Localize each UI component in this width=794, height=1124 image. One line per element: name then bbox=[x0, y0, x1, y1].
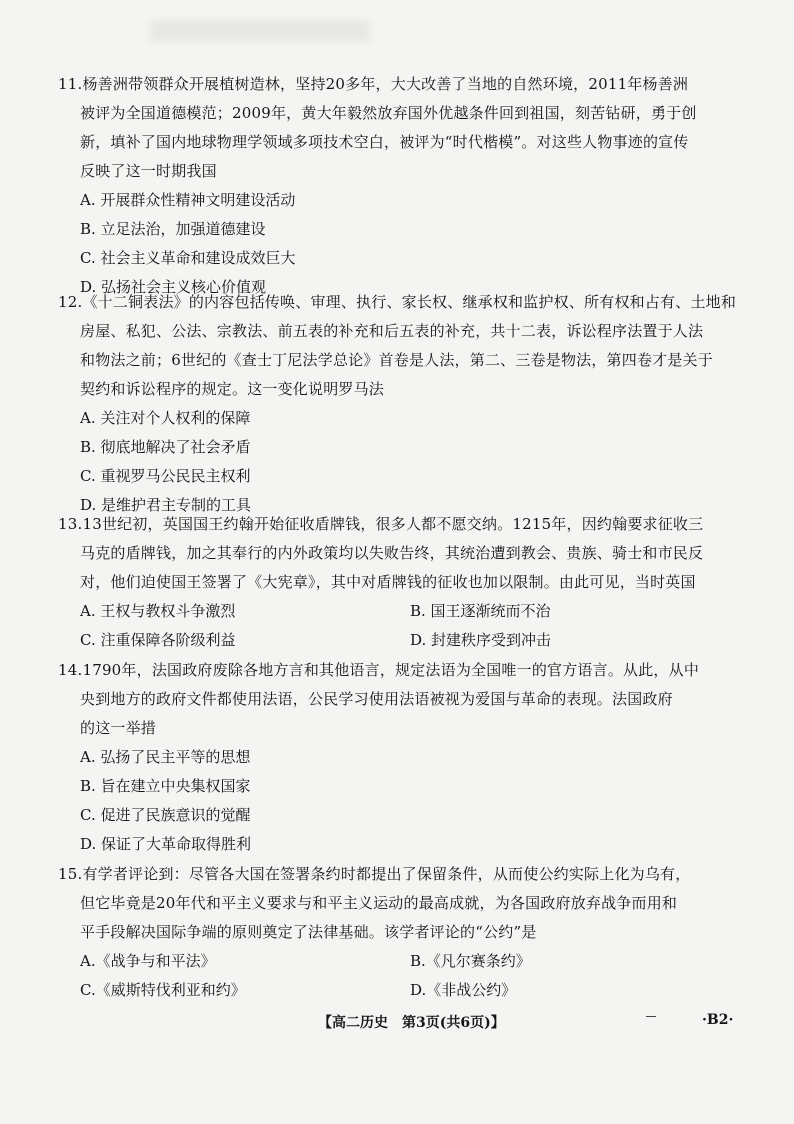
question-stem-line: 契约和诉讼程序的规定。这一变化说明罗马法 bbox=[80, 380, 385, 398]
option-row bbox=[58, 597, 718, 626]
question-stem-line: 平手段解决国际争端的原则奠定了法律基础。该学者评论的“公约”是 bbox=[80, 923, 537, 941]
question-stem-line: 新，填补了国内地球物理学领域多项技术空白，被评为“时代楷模”。对这些人物事迹的宣传 bbox=[80, 133, 689, 151]
question-stem-line: 被评为全国道德模范；2009年，黄大年毅然放弃国外优越条件回到祖国，刻苦钻研，勇于创 bbox=[80, 104, 697, 122]
option-c: C.《威斯特伐利亚和约》 bbox=[80, 981, 246, 999]
scan-smudge bbox=[150, 20, 370, 42]
footer-code: ·B2· bbox=[702, 1012, 734, 1028]
option-b: B. 旨在建立中央集权国家 bbox=[80, 777, 251, 795]
option-a: A.《战争与和平法》 bbox=[80, 952, 216, 970]
option-b: B. 立足法治，加强道德建设 bbox=[80, 220, 266, 238]
question-11 bbox=[58, 70, 718, 302]
question-14 bbox=[58, 656, 718, 859]
option-b: B. 国王逐渐统而不治 bbox=[410, 602, 551, 620]
question-stem-line: 央到地方的政府文件都使用法语，公民学习使用法语被视为爱国与革命的表现。法国政府 bbox=[80, 690, 673, 708]
option-a: A. 关注对个人权利的保障 bbox=[80, 409, 251, 427]
question-stem-line: 房屋、私犯、公法、宗教法、前五表的补充和后五表的补充，共十二表，诉讼程序法置于人法 bbox=[80, 322, 704, 340]
option-b: B. 彻底地解决了社会矛盾 bbox=[80, 438, 251, 456]
question-stem-line: 马克的盾牌钱，加之其奉行的内外政策均以失败告终，其统治遭到教会、贵族、骑士和市民反 bbox=[80, 544, 704, 562]
option-d: D. 封建秩序受到冲击 bbox=[410, 631, 552, 649]
question-stem-line: 13.13世纪初，英国国王约翰开始征收盾牌钱，很多人都不愿交纳。1215年，因约翰要求征收三 bbox=[58, 515, 704, 533]
question-stem-line: 11.杨善洲带领群众开展植树造林，坚持20多年，大大改善了当地的自然环境，2011年杨善洲 bbox=[58, 75, 689, 93]
question-stem-line: 但它毕竟是20年代和平主义要求与和平主义运动的最高成就，为各国政府放弃战争而用和 bbox=[80, 894, 678, 912]
option-row bbox=[58, 626, 718, 655]
option-c: C. 社会主义革命和建设成效巨大 bbox=[80, 249, 296, 267]
option-d: D.《非战公约》 bbox=[410, 981, 517, 999]
option-c: C. 注重保障各阶级利益 bbox=[80, 631, 236, 649]
question-stem-line: 12.《十二铜表法》的内容包括传唤、审理、执行、家长权、继承权和监护权、所有权和占有、土地和 bbox=[58, 293, 737, 311]
question-12 bbox=[58, 288, 737, 520]
option-a: A. 弘扬了民主平等的思想 bbox=[80, 748, 251, 766]
question-13 bbox=[58, 510, 718, 655]
question-stem-line: 的这一举措 bbox=[80, 719, 157, 737]
option-a: A. 王权与教权斗争激烈 bbox=[80, 602, 236, 620]
question-stem-line: 15.有学者评论到：尽管各大国在签署条约时都提出了保留条件，从而使公约实际上化为乌有， bbox=[58, 865, 691, 883]
option-c: C. 促进了民族意识的觉醒 bbox=[80, 806, 251, 824]
question-stem-line: 反映了这一时期我国 bbox=[80, 162, 217, 180]
option-c: C. 重视罗马公民民主权利 bbox=[80, 467, 251, 485]
option-d: D. 弘扬社会主义核心价值观 bbox=[80, 278, 267, 296]
option-a: A. 开展群众性精神文明建设活动 bbox=[80, 191, 296, 209]
question-15 bbox=[58, 860, 718, 1005]
option-row bbox=[58, 947, 718, 976]
question-stem-line: 对，他们迫使国王签署了《大宪章》，其中对盾牌钱的征收也加以限制。由此可见，当时英国 bbox=[80, 573, 696, 591]
question-stem-line: 14.1790年，法国政府废除各地方言和其他语言，规定法语为全国唯一的官方语言。从此，从中 bbox=[58, 661, 700, 679]
option-d: D. 是维护君主专制的工具 bbox=[80, 496, 252, 514]
question-stem-line: 和物法之前；6世纪的《查士丁尼法学总论》首卷是人法，第二、三卷是物法，第四卷才是关于 bbox=[80, 351, 713, 369]
option-d: D. 保证了大革命取得胜利 bbox=[80, 835, 252, 853]
footer-dash bbox=[646, 1016, 656, 1017]
option-row bbox=[58, 976, 718, 1005]
option-b: B.《凡尔赛条约》 bbox=[410, 952, 531, 970]
footer-page-info: 【高二历史 第3页(共6页)】 bbox=[318, 1015, 505, 1031]
